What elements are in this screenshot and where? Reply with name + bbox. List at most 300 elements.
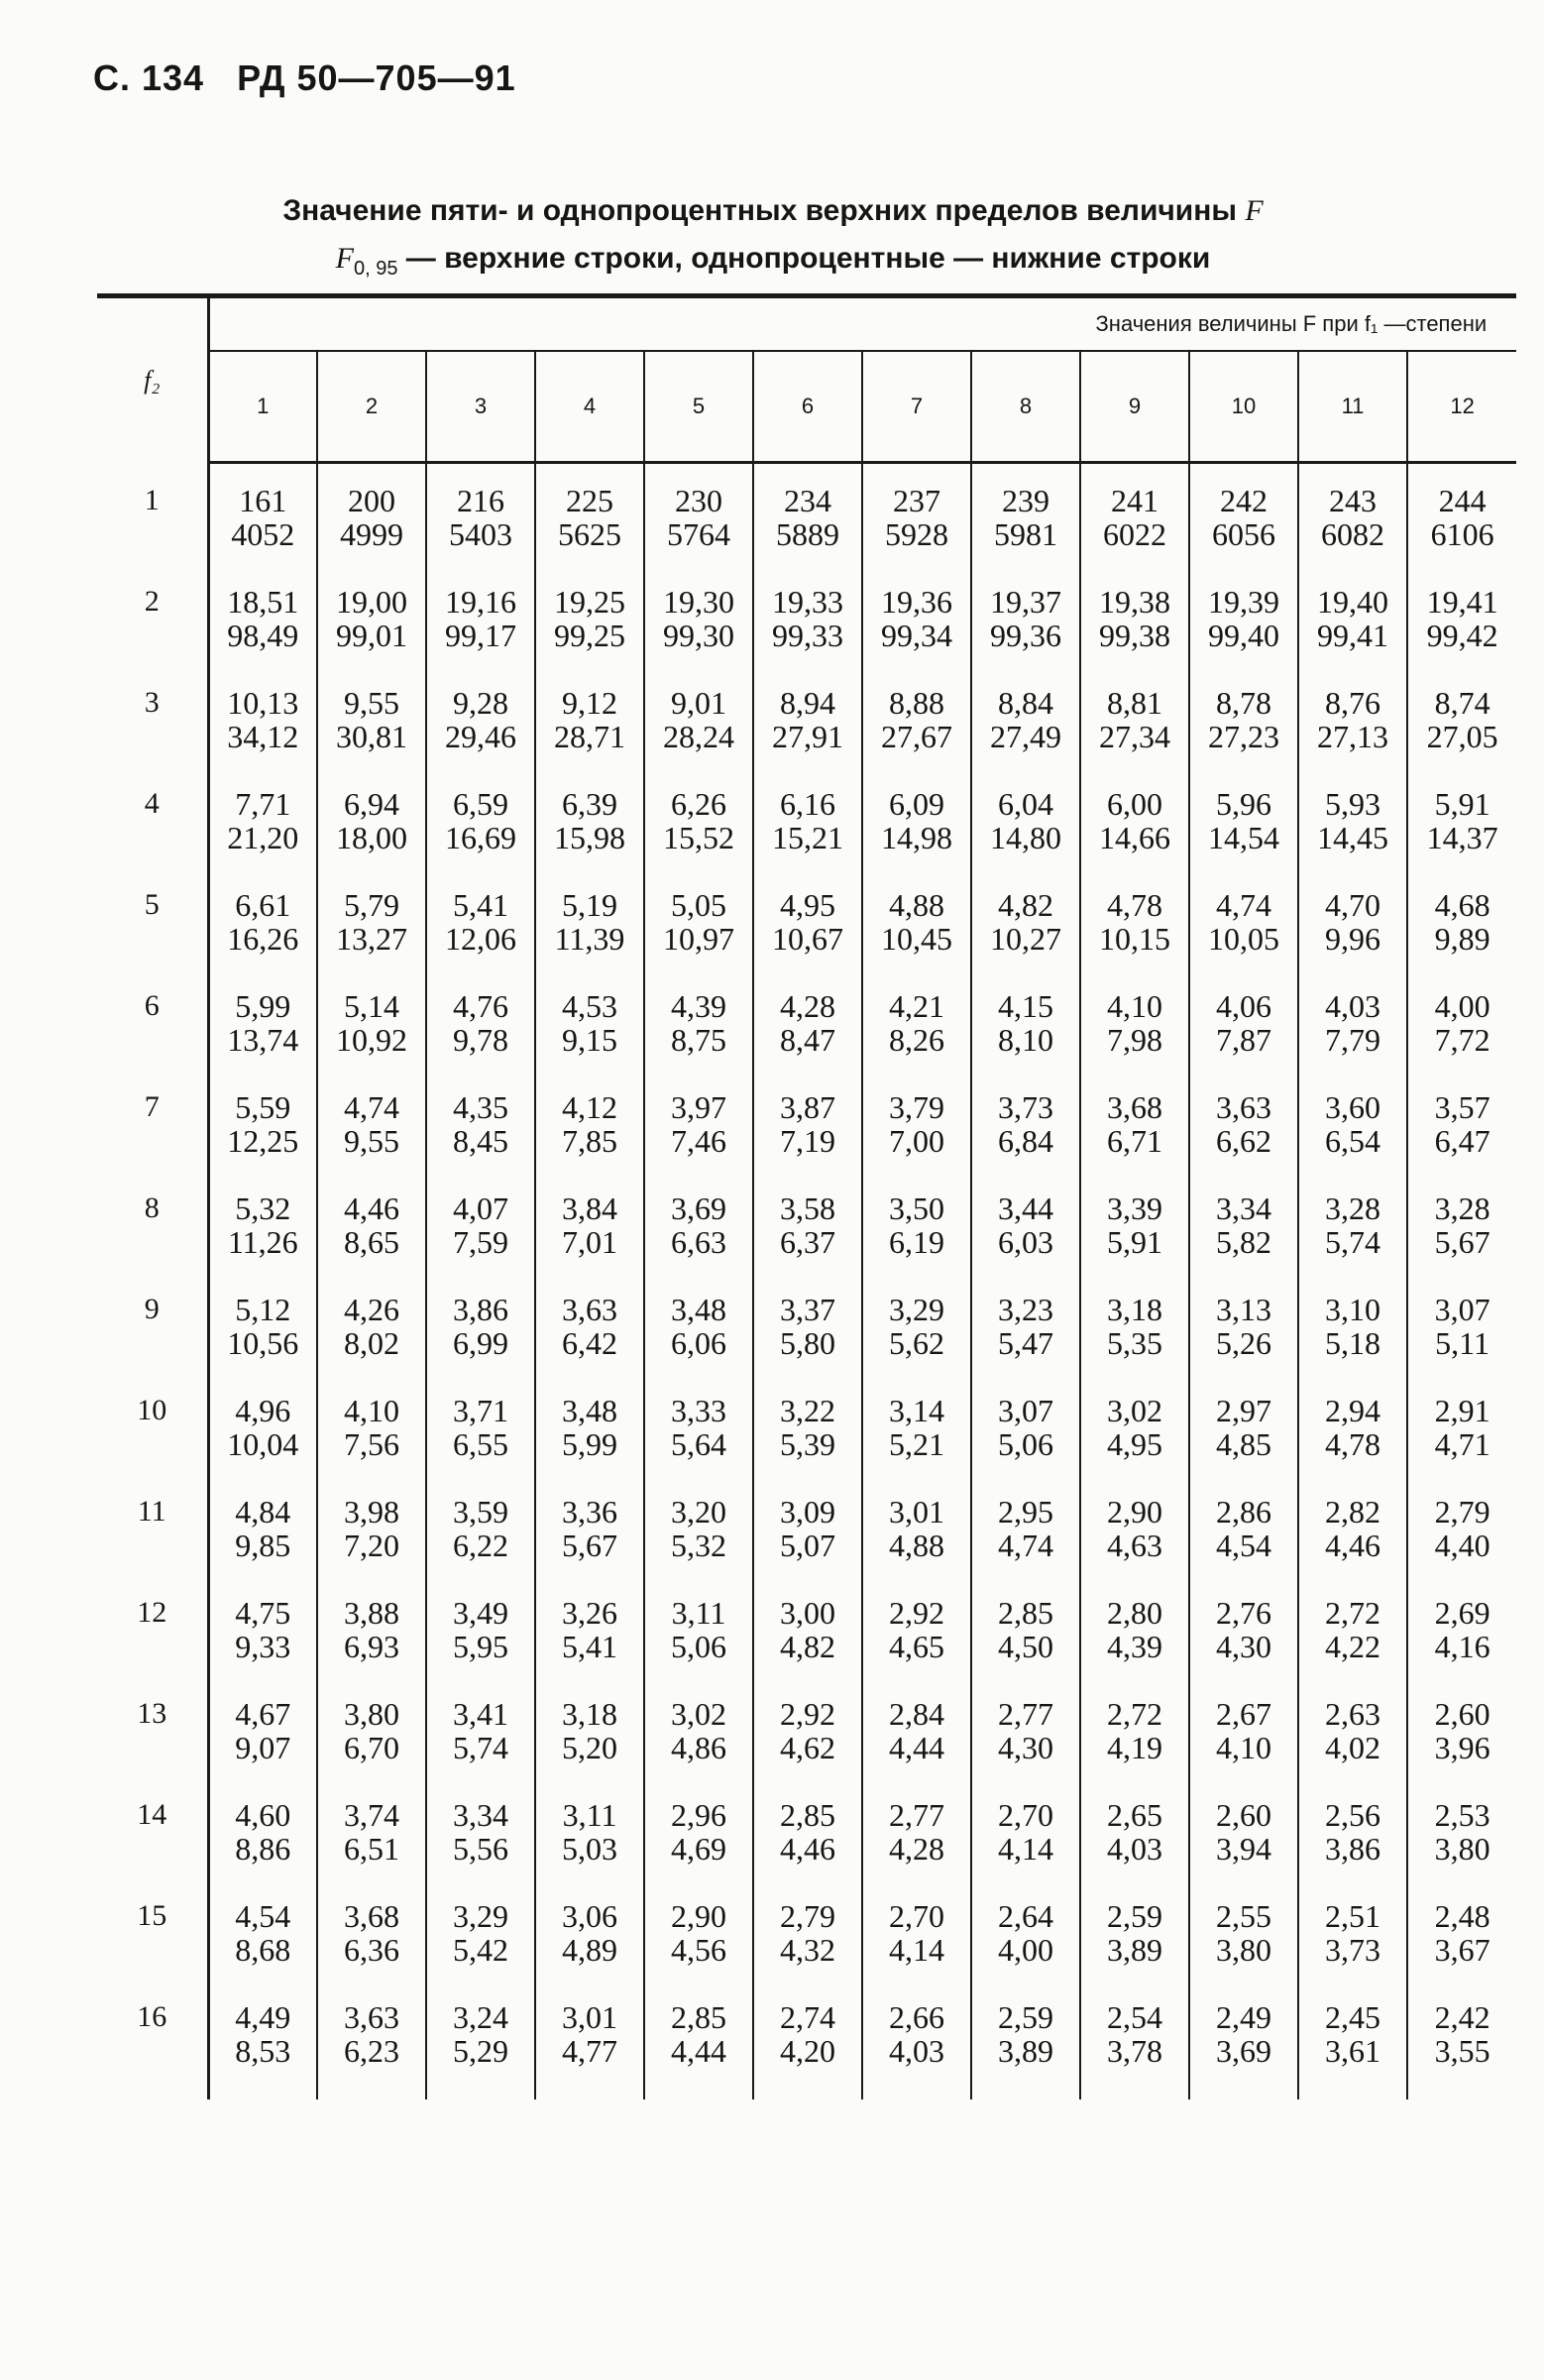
value-cell (535, 1994, 644, 2099)
value-cell (971, 579, 1080, 680)
upper-value-5pct: 3,60 (1325, 1089, 1380, 1125)
upper-value-5pct: 3,74 (344, 1797, 399, 1833)
lower-value-1pct: 99,34 (881, 618, 952, 653)
upper-value-5pct: 9,55 (344, 685, 399, 721)
upper-value-5pct: 3,88 (344, 1595, 399, 1631)
value-cell (1407, 478, 1516, 579)
lower-value-1pct: 4,10 (1216, 1730, 1271, 1765)
upper-value-5pct: 4,39 (671, 988, 726, 1024)
upper-value-5pct: 2,80 (1107, 1595, 1162, 1631)
upper-value-5pct: 2,82 (1325, 1494, 1380, 1530)
lower-value-1pct: 3,94 (1216, 1831, 1271, 1867)
upper-value-5pct: 4,12 (562, 1089, 617, 1125)
lower-value-1pct: 99,25 (554, 618, 625, 653)
value-cell (971, 1994, 1080, 2099)
lower-value-1pct: 5,67 (562, 1528, 617, 1563)
value-cell (644, 478, 753, 579)
upper-value-5pct: 2,64 (998, 1898, 1053, 1934)
upper-value-5pct: 2,49 (1216, 1999, 1271, 2035)
value-cell (535, 1893, 644, 1994)
f-distribution-table (97, 293, 1516, 2099)
lower-value-1pct: 5928 (885, 516, 948, 552)
lower-value-1pct: 4,14 (998, 1831, 1053, 1867)
value-cell (971, 1186, 1080, 1287)
upper-value-5pct: 3,22 (780, 1393, 835, 1428)
value-cell (208, 1388, 317, 1489)
value-cell (426, 1388, 535, 1489)
lower-value-1pct: 12,25 (227, 1123, 299, 1159)
upper-value-5pct: 3,68 (1107, 1089, 1162, 1125)
lower-value-1pct: 9,15 (562, 1022, 617, 1058)
upper-value-5pct: 5,91 (1434, 786, 1490, 822)
column-header-7: 7 (862, 351, 971, 463)
f2-value: 10 (97, 1388, 208, 1489)
upper-value-5pct: 18,51 (227, 584, 299, 620)
upper-value-5pct: 19,36 (881, 584, 952, 620)
lower-value-1pct: 99,41 (1317, 618, 1388, 653)
lower-value-1pct: 99,36 (990, 618, 1061, 653)
lower-value-1pct: 6,84 (998, 1123, 1053, 1159)
lower-value-1pct: 8,45 (453, 1123, 508, 1159)
value-cell (1298, 1084, 1407, 1186)
lower-value-1pct: 10,67 (772, 921, 843, 957)
value-cell (208, 680, 317, 781)
lower-value-1pct: 5,26 (1216, 1325, 1271, 1361)
lower-value-1pct: 28,71 (554, 719, 625, 754)
value-cell (535, 1287, 644, 1388)
value-cell (1298, 781, 1407, 882)
table-row (97, 1388, 1516, 1489)
upper-value-5pct: 4,60 (235, 1797, 291, 1833)
lower-value-1pct: 5,20 (562, 1730, 617, 1765)
upper-value-5pct: 2,54 (1107, 1999, 1162, 2035)
lower-value-1pct: 6,55 (453, 1426, 508, 1462)
lower-value-1pct: 6,70 (344, 1730, 399, 1765)
lower-value-1pct: 99,17 (445, 618, 516, 653)
value-cell (753, 1590, 862, 1691)
upper-value-5pct: 5,14 (344, 988, 399, 1024)
lower-value-1pct: 10,56 (227, 1325, 299, 1361)
lower-value-1pct: 99,40 (1208, 618, 1279, 653)
value-cell (317, 983, 426, 1084)
upper-value-5pct: 3,02 (1107, 1393, 1162, 1428)
lower-value-1pct: 5,91 (1107, 1224, 1162, 1260)
upper-value-5pct: 3,34 (453, 1797, 508, 1833)
value-cell (317, 1186, 426, 1287)
lower-value-1pct: 5,18 (1325, 1325, 1380, 1361)
lower-value-1pct: 34,12 (227, 719, 299, 754)
upper-value-5pct: 3,80 (344, 1696, 399, 1732)
f2-value: 14 (97, 1792, 208, 1893)
upper-value-5pct: 7,71 (235, 786, 291, 822)
lower-value-1pct: 10,27 (990, 921, 1061, 957)
value-cell (1080, 478, 1189, 579)
value-cell (208, 478, 317, 579)
value-cell (535, 579, 644, 680)
lower-value-1pct: 6106 (1430, 516, 1494, 552)
upper-value-5pct: 6,26 (671, 786, 726, 822)
upper-value-5pct: 2,90 (671, 1898, 726, 1934)
value-cell (862, 1084, 971, 1186)
lower-value-1pct: 9,85 (235, 1528, 291, 1563)
value-cell (535, 680, 644, 781)
upper-value-5pct: 19,16 (445, 584, 516, 620)
lower-value-1pct: 11,26 (227, 1224, 298, 1260)
value-cell (753, 1691, 862, 1792)
upper-value-5pct: 19,38 (1099, 584, 1170, 620)
value-cell (1298, 1994, 1407, 2099)
lower-value-1pct: 3,61 (1325, 2033, 1380, 2069)
value-cell (1189, 1186, 1298, 1287)
upper-value-5pct: 6,16 (780, 786, 835, 822)
lower-value-1pct: 8,68 (235, 1932, 291, 1968)
lower-value-1pct: 4,71 (1434, 1426, 1490, 1462)
lower-value-1pct: 5,74 (453, 1730, 508, 1765)
value-cell (208, 781, 317, 882)
lower-value-1pct: 4,85 (1216, 1426, 1271, 1462)
upper-value-5pct: 2,72 (1107, 1696, 1162, 1732)
upper-value-5pct: 19,40 (1317, 584, 1388, 620)
lower-value-1pct: 30,81 (336, 719, 407, 754)
upper-value-5pct: 3,84 (562, 1190, 617, 1226)
upper-value-5pct: 8,88 (889, 685, 944, 721)
value-cell (1189, 1590, 1298, 1691)
lower-value-1pct: 5,80 (780, 1325, 835, 1361)
upper-value-5pct: 2,70 (889, 1898, 944, 1934)
lower-value-1pct: 4,56 (671, 1932, 726, 1968)
upper-value-5pct: 3,73 (998, 1089, 1053, 1125)
lower-value-1pct: 4,28 (889, 1831, 944, 1867)
value-cell (1407, 1388, 1516, 1489)
upper-value-5pct: 2,90 (1107, 1494, 1162, 1530)
upper-value-5pct: 3,57 (1434, 1089, 1490, 1125)
value-cell (644, 1792, 753, 1893)
upper-value-5pct: 3,00 (780, 1595, 835, 1631)
value-cell (862, 1186, 971, 1287)
value-cell (317, 882, 426, 983)
upper-value-5pct: 3,11 (562, 1797, 617, 1833)
upper-value-5pct: 2,97 (1216, 1393, 1271, 1428)
upper-value-5pct: 2,95 (998, 1494, 1053, 1530)
upper-value-5pct: 2,48 (1434, 1898, 1490, 1934)
value-cell (1189, 781, 1298, 882)
value-cell (426, 1084, 535, 1186)
column-header-9: 9 (1080, 351, 1189, 463)
upper-value-5pct: 4,26 (344, 1292, 399, 1327)
upper-value-5pct: 3,29 (889, 1292, 944, 1327)
lower-value-1pct: 6,22 (453, 1528, 508, 1563)
f2-value: 12 (97, 1590, 208, 1691)
spacer-row (97, 463, 1516, 479)
lower-value-1pct: 4,65 (889, 1629, 944, 1664)
lower-value-1pct: 5,82 (1216, 1224, 1271, 1260)
upper-value-5pct: 225 (566, 483, 613, 518)
column-header-8: 8 (971, 351, 1080, 463)
upper-value-5pct: 6,59 (453, 786, 508, 822)
upper-value-5pct: 3,01 (889, 1494, 944, 1530)
upper-value-5pct: 3,97 (671, 1089, 726, 1125)
value-cell (753, 1893, 862, 1994)
value-cell (426, 1691, 535, 1792)
lower-value-1pct: 13,74 (227, 1022, 299, 1058)
upper-value-5pct: 2,77 (889, 1797, 944, 1833)
upper-value-5pct: 19,30 (663, 584, 734, 620)
lower-value-1pct: 5,56 (453, 1831, 508, 1867)
lower-value-1pct: 12,06 (445, 921, 516, 957)
upper-value-5pct: 4,00 (1434, 988, 1490, 1024)
upper-value-5pct: 5,12 (235, 1292, 291, 1327)
upper-value-5pct: 4,49 (235, 1999, 291, 2035)
value-cell (1407, 1691, 1516, 1792)
upper-value-5pct: 243 (1329, 483, 1377, 518)
upper-value-5pct: 6,61 (235, 887, 291, 923)
table-row (97, 1994, 1516, 2099)
caption-text-2: — верхние строки, однопроцентные — нижние строки (405, 242, 1211, 275)
lower-value-1pct: 5,11 (1435, 1325, 1489, 1361)
column-header-12: 12 (1407, 351, 1516, 463)
value-cell (426, 1893, 535, 1994)
upper-value-5pct: 3,29 (453, 1898, 508, 1934)
table-row (97, 579, 1516, 680)
upper-value-5pct: 8,94 (780, 685, 835, 721)
value-cell (317, 1388, 426, 1489)
value-cell (1080, 882, 1189, 983)
lower-value-1pct: 4,46 (1325, 1528, 1380, 1563)
upper-value-5pct: 6,00 (1107, 786, 1162, 822)
value-cell (1407, 1893, 1516, 1994)
value-cell (971, 680, 1080, 781)
lower-value-1pct: 4,74 (998, 1528, 1053, 1563)
f2-value: 11 (97, 1489, 208, 1590)
lower-value-1pct: 5889 (776, 516, 839, 552)
value-cell (1298, 1792, 1407, 1893)
lower-value-1pct: 4,54 (1216, 1528, 1271, 1563)
upper-value-5pct: 239 (1002, 483, 1049, 518)
upper-value-5pct: 4,68 (1434, 887, 1490, 923)
upper-value-5pct: 3,39 (1107, 1190, 1162, 1226)
value-cell (1407, 1792, 1516, 1893)
upper-value-5pct: 4,54 (235, 1898, 291, 1934)
lower-value-1pct: 6,06 (671, 1325, 726, 1361)
lower-value-1pct: 27,67 (881, 719, 952, 754)
value-cell (644, 680, 753, 781)
lower-value-1pct: 6,99 (453, 1325, 508, 1361)
upper-value-5pct: 2,84 (889, 1696, 944, 1732)
lower-value-1pct: 5,29 (453, 2033, 508, 2069)
upper-value-5pct: 2,65 (1107, 1797, 1162, 1833)
lower-value-1pct: 4,03 (889, 2033, 944, 2069)
value-cell (208, 1691, 317, 1792)
lower-value-1pct: 3,55 (1434, 2033, 1490, 2069)
upper-value-5pct: 4,74 (344, 1089, 399, 1125)
lower-value-1pct: 27,91 (772, 719, 843, 754)
page-number: С. 134 (93, 57, 205, 98)
value-cell (1080, 1287, 1189, 1388)
value-cell (1407, 1590, 1516, 1691)
upper-value-5pct: 3,11 (671, 1595, 726, 1631)
value-cell (317, 1590, 426, 1691)
lower-value-1pct: 6,51 (344, 1831, 399, 1867)
lower-value-1pct: 4,95 (1107, 1426, 1162, 1462)
upper-value-5pct: 19,37 (990, 584, 1061, 620)
lower-value-1pct: 27,34 (1099, 719, 1170, 754)
upper-value-5pct: 2,96 (671, 1797, 726, 1833)
upper-value-5pct: 4,88 (889, 887, 944, 923)
value-cell (971, 1388, 1080, 1489)
value-cell (971, 1590, 1080, 1691)
upper-value-5pct: 3,06 (562, 1898, 617, 1934)
lower-value-1pct: 21,20 (227, 820, 299, 855)
value-cell (1080, 1489, 1189, 1590)
upper-value-5pct: 3,86 (453, 1292, 508, 1327)
lower-value-1pct: 14,37 (1426, 820, 1498, 855)
value-cell (535, 478, 644, 579)
lower-value-1pct: 5,21 (889, 1426, 944, 1462)
value-cell (208, 1590, 317, 1691)
value-cell (644, 1691, 753, 1792)
lower-value-1pct: 99,01 (336, 618, 407, 653)
upper-value-5pct: 4,15 (998, 988, 1053, 1024)
upper-value-5pct: 2,66 (889, 1999, 944, 2035)
value-cell (208, 1489, 317, 1590)
lower-value-1pct: 4,44 (889, 1730, 944, 1765)
value-cell (208, 882, 317, 983)
upper-value-5pct: 2,70 (998, 1797, 1053, 1833)
upper-value-5pct: 161 (239, 483, 287, 518)
value-cell (971, 882, 1080, 983)
value-cell (208, 579, 317, 680)
upper-value-5pct: 4,95 (780, 887, 835, 923)
lower-value-1pct: 5,06 (998, 1426, 1053, 1462)
lower-value-1pct: 5,32 (671, 1528, 726, 1563)
value-cell (862, 680, 971, 781)
upper-value-5pct: 4,76 (453, 988, 508, 1024)
lower-value-1pct: 7,19 (780, 1123, 835, 1159)
value-cell (426, 579, 535, 680)
value-cell (208, 1994, 317, 2099)
value-cell (1189, 1388, 1298, 1489)
upper-value-5pct: 3,09 (780, 1494, 835, 1530)
f2-value: 5 (97, 882, 208, 983)
value-cell (644, 882, 753, 983)
value-cell (644, 1084, 753, 1186)
lower-value-1pct: 4,69 (671, 1831, 726, 1867)
value-cell (644, 1287, 753, 1388)
column-header-4: 4 (535, 351, 644, 463)
value-cell (426, 983, 535, 1084)
upper-value-5pct: 4,70 (1325, 887, 1380, 923)
f2-value: 16 (97, 1994, 208, 2099)
lower-value-1pct: 4052 (231, 516, 295, 552)
value-cell (862, 1792, 971, 1893)
lower-value-1pct: 16,26 (227, 921, 299, 957)
value-cell (1189, 1893, 1298, 1994)
column-header-row (97, 351, 1516, 463)
lower-value-1pct: 4,40 (1434, 1528, 1490, 1563)
upper-value-5pct: 5,32 (235, 1190, 291, 1226)
upper-value-5pct: 3,41 (453, 1696, 508, 1732)
lower-value-1pct: 15,98 (554, 820, 625, 855)
upper-value-5pct: 5,59 (235, 1089, 291, 1125)
lower-value-1pct: 7,56 (344, 1426, 399, 1462)
table-row (97, 1186, 1516, 1287)
lower-value-1pct: 7,87 (1216, 1022, 1271, 1058)
value-cell (862, 579, 971, 680)
lower-value-1pct: 6,54 (1325, 1123, 1380, 1159)
lower-value-1pct: 6,71 (1107, 1123, 1162, 1159)
upper-value-5pct: 3,10 (1325, 1292, 1380, 1327)
lower-value-1pct: 6,23 (344, 2033, 399, 2069)
lower-value-1pct: 6,62 (1216, 1123, 1271, 1159)
lower-value-1pct: 11,39 (554, 921, 625, 957)
value-cell (208, 1084, 317, 1186)
lower-value-1pct: 3,80 (1216, 1932, 1271, 1968)
value-cell (862, 1590, 971, 1691)
value-cell (535, 1691, 644, 1792)
lower-value-1pct: 6,63 (671, 1224, 726, 1260)
upper-value-5pct: 3,20 (671, 1494, 726, 1530)
value-cell (971, 1893, 1080, 1994)
value-cell (862, 1994, 971, 2099)
lower-value-1pct: 8,26 (889, 1022, 944, 1058)
lower-value-1pct: 7,00 (889, 1123, 944, 1159)
value-cell (1189, 882, 1298, 983)
value-cell (1189, 1489, 1298, 1590)
value-cell (1080, 1994, 1189, 2099)
value-cell (753, 1994, 862, 2099)
lower-value-1pct: 10,92 (336, 1022, 407, 1058)
lower-value-1pct: 9,78 (453, 1022, 508, 1058)
lower-value-1pct: 6,36 (344, 1932, 399, 1968)
value-cell (317, 781, 426, 882)
lower-value-1pct: 9,55 (344, 1123, 399, 1159)
upper-value-5pct: 2,85 (780, 1797, 835, 1833)
value-cell (317, 1893, 426, 1994)
lower-value-1pct: 4,39 (1107, 1629, 1162, 1664)
lower-value-1pct: 5,41 (562, 1629, 617, 1664)
lower-value-1pct: 4,16 (1434, 1629, 1490, 1664)
upper-value-5pct: 2,60 (1434, 1696, 1490, 1732)
lower-value-1pct: 7,98 (1107, 1022, 1162, 1058)
lower-value-1pct: 7,20 (344, 1528, 399, 1563)
lower-value-1pct: 7,79 (1325, 1022, 1380, 1058)
upper-value-5pct: 3,24 (453, 1999, 508, 2035)
value-cell (317, 1287, 426, 1388)
value-cell (317, 1994, 426, 2099)
upper-value-5pct: 3,68 (344, 1898, 399, 1934)
value-cell (753, 1287, 862, 1388)
lower-value-1pct: 4,78 (1325, 1426, 1380, 1462)
value-cell (753, 1388, 862, 1489)
value-cell (1189, 983, 1298, 1084)
lower-value-1pct: 5,95 (453, 1629, 508, 1664)
value-cell (971, 478, 1080, 579)
value-cell (1189, 1287, 1298, 1388)
f2-value: 7 (97, 1084, 208, 1186)
upper-value-5pct: 4,21 (889, 988, 944, 1024)
f2-value: 2 (97, 579, 208, 680)
upper-value-5pct: 9,01 (671, 685, 726, 721)
lower-value-1pct: 4,46 (780, 1831, 835, 1867)
upper-value-5pct: 4,06 (1216, 988, 1271, 1024)
upper-value-5pct: 200 (348, 483, 395, 518)
lower-value-1pct: 27,49 (990, 719, 1061, 754)
upper-value-5pct: 4,74 (1216, 887, 1271, 923)
lower-value-1pct: 3,96 (1434, 1730, 1490, 1765)
value-cell (753, 1084, 862, 1186)
value-cell (317, 1691, 426, 1792)
table-row (97, 1691, 1516, 1792)
